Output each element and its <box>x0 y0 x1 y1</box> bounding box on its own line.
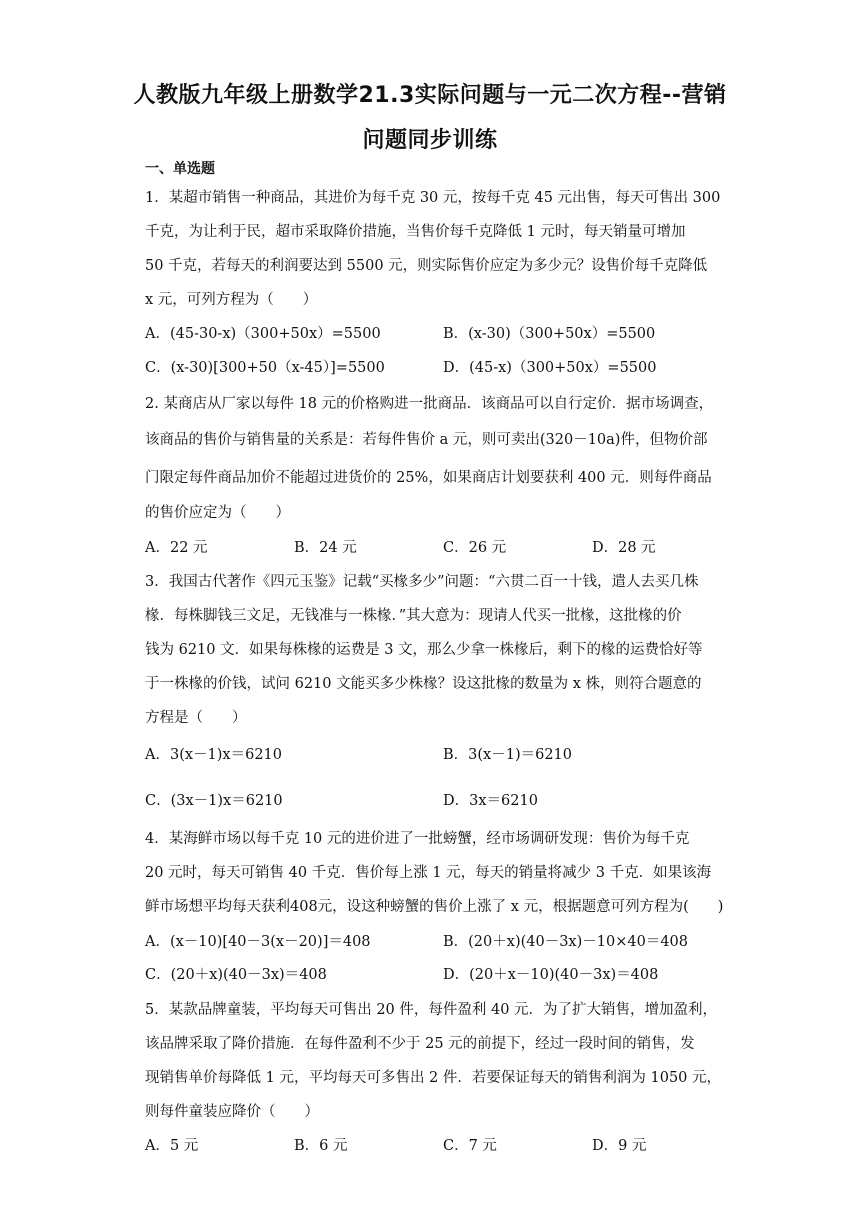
document-title-line2: 问题同步训练 <box>362 128 498 153</box>
question-2-option-d[interactable]: D．28 元 <box>592 540 656 556</box>
question-4-option-d[interactable]: D．(20＋x－10)(40－3x)＝408 <box>443 967 659 983</box>
question-4-option-c[interactable]: C．(20＋x)(40－3x)＝408 <box>145 967 327 983</box>
question-3-option-a[interactable]: A．3(x－1)x＝6210 <box>145 747 282 763</box>
question-1-line: x 元，可列方程为（ ） <box>145 292 318 308</box>
question-5-line: 5．某款品牌童装，平均每天可售出 20 件，每件盈利 40 元．为了扩大销售，增加盈利， <box>145 1002 718 1018</box>
question-4-line: 鲜市场想平均每天获利408元，设这种螃蟹的售价上涨了 x 元，根据题意可列方程为( ) <box>145 899 724 915</box>
question-5-line: 则每件童装应降价（ ） <box>145 1104 319 1120</box>
question-5-option-b[interactable]: B．6 元 <box>294 1138 348 1154</box>
question-2-line: 该商品的售价与销售量的关系是：若每件售价 a 元，则可卖出(320－10a)件，但物价部 <box>145 432 708 448</box>
question-3-line: 钱为 6210 文．如果每株椽的运费是 3 文，那么少拿一株椽后，剩下的椽的运费恰好等 <box>145 642 703 658</box>
question-2-option-b[interactable]: B．24 元 <box>294 540 357 556</box>
question-3-line: 椽．每株脚钱三文足，无钱准与一株椽．”其大意为：现请人代买一批椽，这批椽的价 <box>145 608 682 624</box>
question-4-option-a[interactable]: A．(x－10)[40－3(x－20)]＝408 <box>145 934 371 950</box>
question-1-option-c[interactable]: C．(x-30)[300+50（x-45）]=5500 <box>145 360 385 376</box>
question-2-line: 的售价应定为（ ） <box>145 505 290 521</box>
question-4-option-b[interactable]: B．(20＋x)(40－3x)－10×40＝408 <box>443 934 688 950</box>
question-2-option-a[interactable]: A．22 元 <box>145 540 208 556</box>
question-4-line: 4．某海鲜市场以每千克 10 元的进价进了一批螃蟹，经市场调研发现：售价为每千克 <box>145 831 690 847</box>
question-5-option-d[interactable]: D．9 元 <box>592 1138 647 1154</box>
question-3-line: 方程是（ ） <box>145 710 247 726</box>
question-1-option-a[interactable]: A．(45-30-x)（300+50x）=5500 <box>145 326 381 342</box>
question-1-line: 千克，为让利于民，超市采取降价措施，当售价每千克降低 1 元时，每天销量可增加 <box>145 224 686 240</box>
question-2-option-c[interactable]: C．26 元 <box>443 540 507 556</box>
question-5-option-a[interactable]: A．5 元 <box>145 1138 199 1154</box>
question-3-option-d[interactable]: D．3x＝6210 <box>443 793 538 809</box>
question-3-line: 于一株椽的价钱，试问 6210 文能买多少株椽？设这批椽的数量为 x 株，则符合题意的 <box>145 676 702 692</box>
question-3-option-c[interactable]: C．(3x－1)x＝6210 <box>145 793 283 809</box>
question-2-line: 门限定每件商品加价不能超过进货价的 25%，如果商店计划要获利 400 元．则每件商品 <box>145 470 712 486</box>
document-title-line1: 人教版九年级上册数学21.3实际问题与一元二次方程--营销 <box>133 83 727 108</box>
question-1-line: 50 千克，若每天的利润要达到 5500 元，则实际售价应定为多少元？设售价每千克降低 <box>145 258 708 274</box>
question-2-line: 2. 某商店从厂家以每件 18 元的价格购进一批商品．该商品可以自行定价．据市场调查， <box>145 396 714 412</box>
question-3-line: 3．我国古代著作《四元玉鉴》记载“买椽多少”问题：“六贯二百一十钱，遣人去买几株 <box>145 574 699 590</box>
question-1-option-d[interactable]: D．(45-x)（300+50x）=5500 <box>443 360 657 376</box>
question-1-option-b[interactable]: B．(x-30)（300+50x）=5500 <box>443 326 656 342</box>
question-5-line: 现销售单价每降低 1 元，平均每天可多售出 2 件．若要保证每天的销售利润为 1050 元， <box>145 1070 722 1086</box>
question-5-option-c[interactable]: C．7 元 <box>443 1138 497 1154</box>
question-5-line: 该品牌采取了降价措施．在每件盈利不少于 25 元的前提下，经过一段时间的销售，发 <box>145 1036 695 1052</box>
section-heading: 一、单选题 <box>145 161 215 177</box>
question-4-line: 20 元时，每天可销售 40 千克．售价每上涨 1 元，每天的销量将减少 3 千克．如果该海 <box>145 865 712 881</box>
question-3-option-b[interactable]: B．3(x－1)＝6210 <box>443 747 572 763</box>
question-1-line: 1．某超市销售一种商品，其进价为每千克 30 元，按每千克 45 元出售，每天可售出 300 <box>145 190 721 206</box>
